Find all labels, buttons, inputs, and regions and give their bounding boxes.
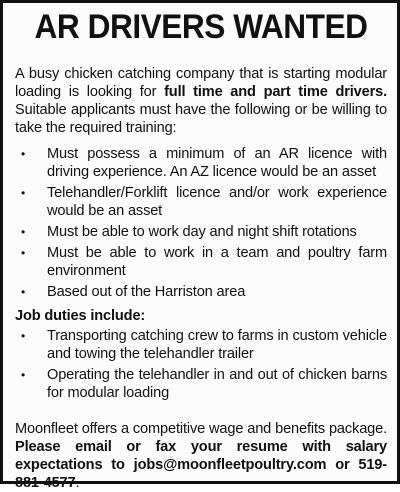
- requirement-text: Telehandler/Forklift licence and/or work experience would be an asset: [47, 185, 387, 219]
- closing-period: .: [75, 475, 80, 491]
- duty-item: [15, 327, 387, 363]
- duty-text: Transporting catching crew to farms in custom vehicle and towing the telehandler trailer: [47, 328, 387, 362]
- requirement-text: Must possess a minimum of an AR licence with driving experience. An AZ licence would be an asset: [47, 146, 387, 180]
- bullet-icon: •: [21, 147, 26, 161]
- requirement-item: [15, 184, 387, 220]
- duty-item: [15, 366, 387, 402]
- requirement-text: Must be able to work day and night shift rotations: [47, 224, 357, 240]
- bullet-icon: •: [21, 329, 26, 343]
- requirement-text: Based out of the Harriston area: [47, 284, 246, 300]
- bullet-icon: •: [21, 186, 26, 200]
- requirement-item: [15, 145, 387, 181]
- requirements-list: [15, 145, 387, 301]
- bullet-icon: •: [21, 285, 26, 299]
- closing-text: Moonfleet offers a competitive wage and benefits package.: [15, 421, 387, 437]
- bullet-icon: •: [21, 246, 26, 260]
- contact-instructions: Please email or fax your resume with salary expectations to jobs@moonfleetpoultry.com or 519-881-4577: [15, 439, 387, 491]
- duty-text: Operating the telehandler in and out of chicken barns for modular loading: [47, 367, 387, 401]
- duties-list: [15, 327, 387, 402]
- intro-text-continued: Suitable applicants must have the following or be willing to take the required training:: [15, 102, 387, 136]
- duties-heading: Job duties include:: [15, 308, 146, 324]
- requirement-item: [15, 283, 387, 301]
- intro-emphasis: full time and part time drivers.: [164, 84, 387, 100]
- ad-title: AR DRIVERS WANTED: [34, 8, 368, 46]
- closing-paragraph: [15, 420, 387, 492]
- intro-paragraph: [15, 65, 387, 137]
- requirement-item: [15, 223, 387, 241]
- intro-text: A busy chicken catching company that is starting modular loading is looking for: [15, 66, 387, 100]
- requirement-item: [15, 244, 387, 280]
- requirement-text: Must be able to work in a team and poultry farm environment: [47, 245, 387, 279]
- bullet-icon: •: [21, 225, 26, 239]
- bullet-icon: •: [21, 368, 26, 382]
